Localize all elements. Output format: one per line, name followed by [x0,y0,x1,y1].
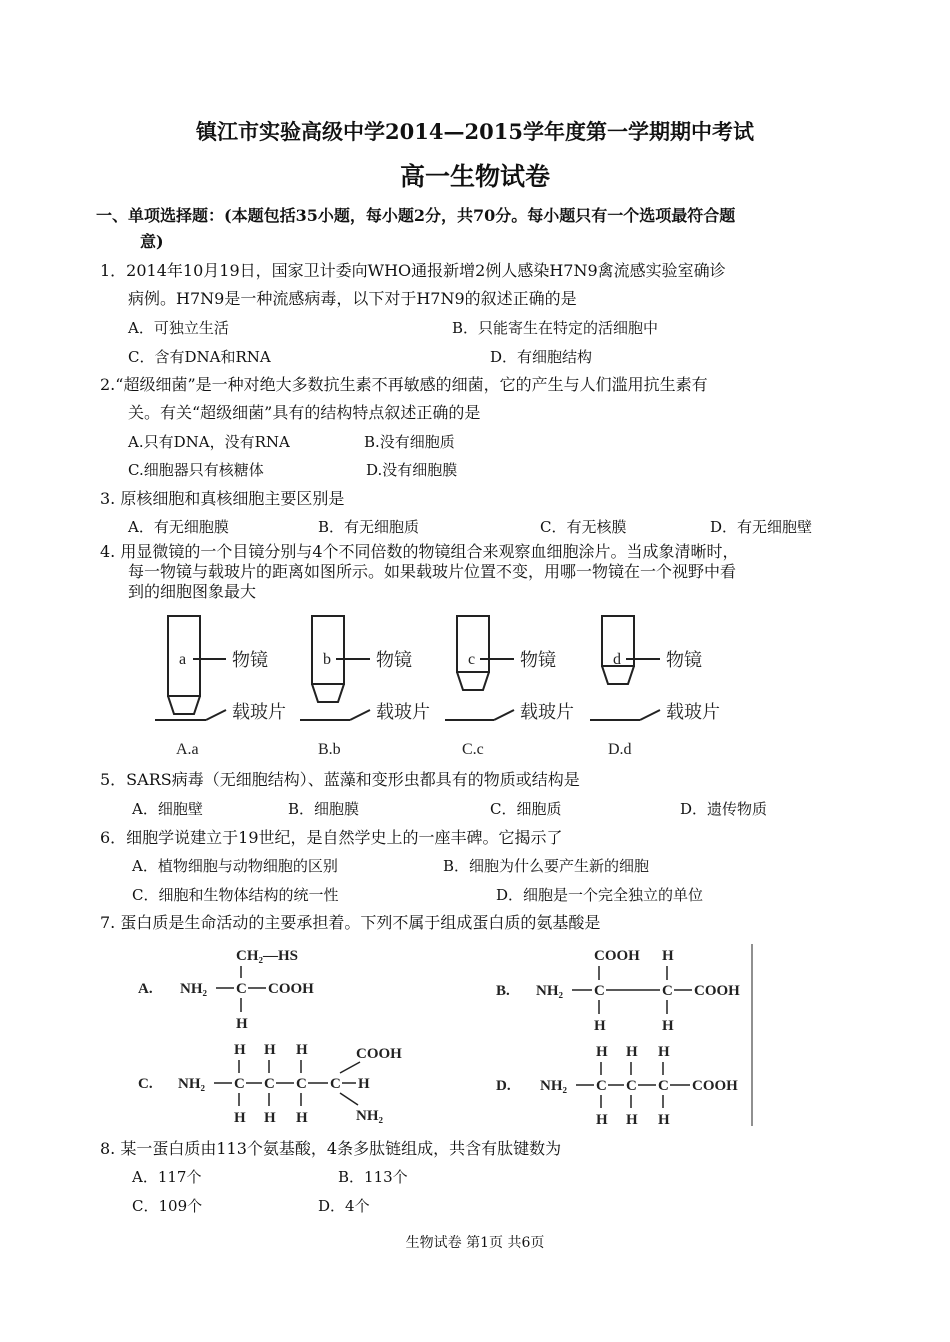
svg-text:H: H [296,1110,308,1126]
question-6-option-d: D．细胞是一个完全独立的单位 [496,886,704,904]
question-8-option-a: A．117个 [132,1168,202,1186]
slide-label-a: 载玻片 [232,702,286,722]
microscope-objectives-figure [140,608,740,768]
lens-a-label: a [179,651,187,668]
question-3-stem: 3. 原核细胞和真核细胞主要区别是 [100,489,345,508]
svg-text:H: H [234,1110,246,1126]
question-1-option-a: A．可独立生活 [128,319,229,337]
question-8-stem: 8. 某一蛋白质由113个氨基酸，4条多肽链组成，共含有肽键数为 [100,1139,562,1158]
svg-text:H: H [594,1018,606,1034]
question-5-option-d: D．遗传物质 [680,800,768,818]
question-5-option-b: B．细胞膜 [288,800,360,818]
objective-lens-c [457,616,514,690]
question-1-option-b: B．只能寄生在特定的活细胞中 [452,319,659,337]
question-5-option-a: A．细胞壁 [132,800,203,818]
question-1-option-d: D．有细胞结构 [490,348,593,366]
question-2-stem-line1: 2.“超级细菌”是一种对绝大多数抗生素不再敏感的细菌，它的产生与人们滥用抗生素有 [100,375,708,394]
question-2-option-c: C.细胞器只有核糖体 [128,461,264,479]
svg-text:C: C [658,1078,669,1094]
svg-text:NH₂: NH₂ [356,1108,383,1124]
slide-label-d: 载玻片 [666,702,720,722]
caption-a: A.a [176,741,199,758]
question-6-option-b: B．细胞为什么要产生新的细胞 [443,857,650,875]
svg-text:H: H [626,1044,638,1060]
question-4-stem-line3: 到的细胞图象最大 [128,582,257,601]
question-2-stem-line2: 关。有关“超级细菌”具有的结构特点叙述正确的是 [128,403,481,422]
svg-text:COOH: COOH [694,983,740,999]
section-heading-line2: 意) [140,232,164,251]
structure-a [138,948,314,1032]
question-4-stem-line2: 每一物镜与载玻片的距离如图所示。如果载玻片位置不变，用哪一物镜在一个视野中看 [128,562,737,581]
question-5-stem: 5．SARS病毒（无细胞结构）、蓝藻和变形虫都具有的物质或结构是 [100,770,580,789]
structure-d [496,1044,738,1128]
svg-text:C: C [264,1076,275,1092]
structure-b [496,948,740,1034]
section-heading-line1: 一、单项选择题：(本题包括35小题，每小题2分，共70分。每小题只有一个选项最符合题 [96,206,736,225]
svg-text:H: H [234,1042,246,1058]
question-6-option-c: C．细胞和生物体结构的统一性 [132,886,339,904]
svg-text:C: C [234,1076,245,1092]
objective-label-b: 物镜 [376,650,412,670]
amino-acid-structures-figure [130,940,760,1130]
caption-b: B.b [318,741,341,758]
question-3-option-b: B．有无细胞质 [318,518,420,536]
svg-text:H: H [658,1112,670,1128]
objective-label-c: 物镜 [520,650,556,670]
exam-title: 镇江市实验高级中学2014—2015学年度第一学期期中考试 [196,119,754,144]
structure-c [138,1042,402,1126]
objective-label-d: 物镜 [666,650,702,670]
svg-text:COOH: COOH [356,1046,402,1062]
exam-subtitle: 高一生物试卷 [399,162,550,191]
svg-text:C: C [596,1078,607,1094]
caption-c: C.c [462,741,484,758]
svg-text:C: C [296,1076,307,1092]
question-2-option-d: D.没有细胞膜 [366,461,458,479]
svg-text:H: H [236,1016,248,1032]
question-6-stem: 6．细胞学说建立于19世纪，是自然学史上的一座丰碑。它揭示了 [100,828,563,847]
svg-text:B.: B. [496,983,510,999]
question-8-option-b: B．113个 [338,1168,408,1186]
svg-text:C: C [236,981,247,997]
objective-lens-d [602,616,660,684]
svg-text:H: H [626,1112,638,1128]
question-2-option-b: B.没有细胞质 [364,433,455,451]
svg-text:H: H [662,948,674,964]
question-6-option-a: A．植物细胞与动物细胞的区别 [132,857,338,875]
question-1-stem-line1: 1．2014年10月19日，国家卫计委向WHO通报新增2例人感染H7N9禽流感实验室确诊 [100,261,726,280]
lens-c-label: c [468,651,476,668]
slide-label-c: 载玻片 [520,702,574,722]
svg-text:NH₂: NH₂ [178,1076,205,1092]
lens-b-label: b [323,651,331,668]
svg-text:H: H [358,1076,370,1092]
question-7-stem: 7. 蛋白质是生命活动的主要承担着。下列不属于组成蛋白质的氨基酸是 [100,913,601,932]
svg-text:COOH: COOH [268,981,314,997]
svg-text:C: C [330,1076,341,1092]
objective-lens-a [168,616,226,714]
question-8-option-d: D．4个 [318,1197,370,1215]
svg-text:COOH: COOH [692,1078,738,1094]
question-1-option-c: C．含有DNA和RNA [128,348,271,366]
svg-text:C: C [662,983,673,999]
caption-d: D.d [608,741,632,758]
page-footer: 生物试卷 第1页 共6页 [405,1235,545,1251]
slide-label-b: 载玻片 [376,702,430,722]
question-3-option-d: D．有无细胞壁 [710,518,813,536]
svg-text:C: C [594,983,605,999]
svg-text:NH₂: NH₂ [540,1078,567,1094]
question-4-stem-line1: 4. 用显微镜的一个目镜分别与4个不同倍数的物镜组合来观察血细胞涂片。当成象清晰时， [100,542,739,561]
svg-text:D.: D. [496,1078,511,1094]
svg-text:C.: C. [138,1076,153,1092]
svg-text:H: H [264,1110,276,1126]
svg-text:C: C [626,1078,637,1094]
objective-lens-b [312,616,370,702]
svg-text:NH₂: NH₂ [536,983,563,999]
question-1-stem-line2: 病例。H7N9是一种流感病毒，以下对于H7N9的叙述正确的是 [128,289,577,308]
question-5-option-c: C．细胞质 [490,800,562,818]
svg-text:CH₂—HS: CH₂—HS [236,948,299,964]
svg-text:H: H [264,1042,276,1058]
lens-d-label: d [613,651,621,668]
svg-text:H: H [658,1044,670,1060]
question-3-option-c: C．有无核膜 [540,518,627,536]
question-2-option-a: A.只有DNA，没有RNA [128,433,290,451]
svg-text:H: H [662,1018,674,1034]
objective-label-a: 物镜 [232,650,268,670]
section-heading [96,203,856,255]
svg-text:H: H [296,1042,308,1058]
svg-text:H: H [596,1112,608,1128]
svg-text:COOH: COOH [594,948,640,964]
svg-text:H: H [596,1044,608,1060]
question-3-option-a: A．有无细胞膜 [128,518,229,536]
question-8-option-c: C．109个 [132,1197,203,1215]
svg-text:A.: A. [138,981,153,997]
svg-text:NH₂: NH₂ [180,981,207,997]
